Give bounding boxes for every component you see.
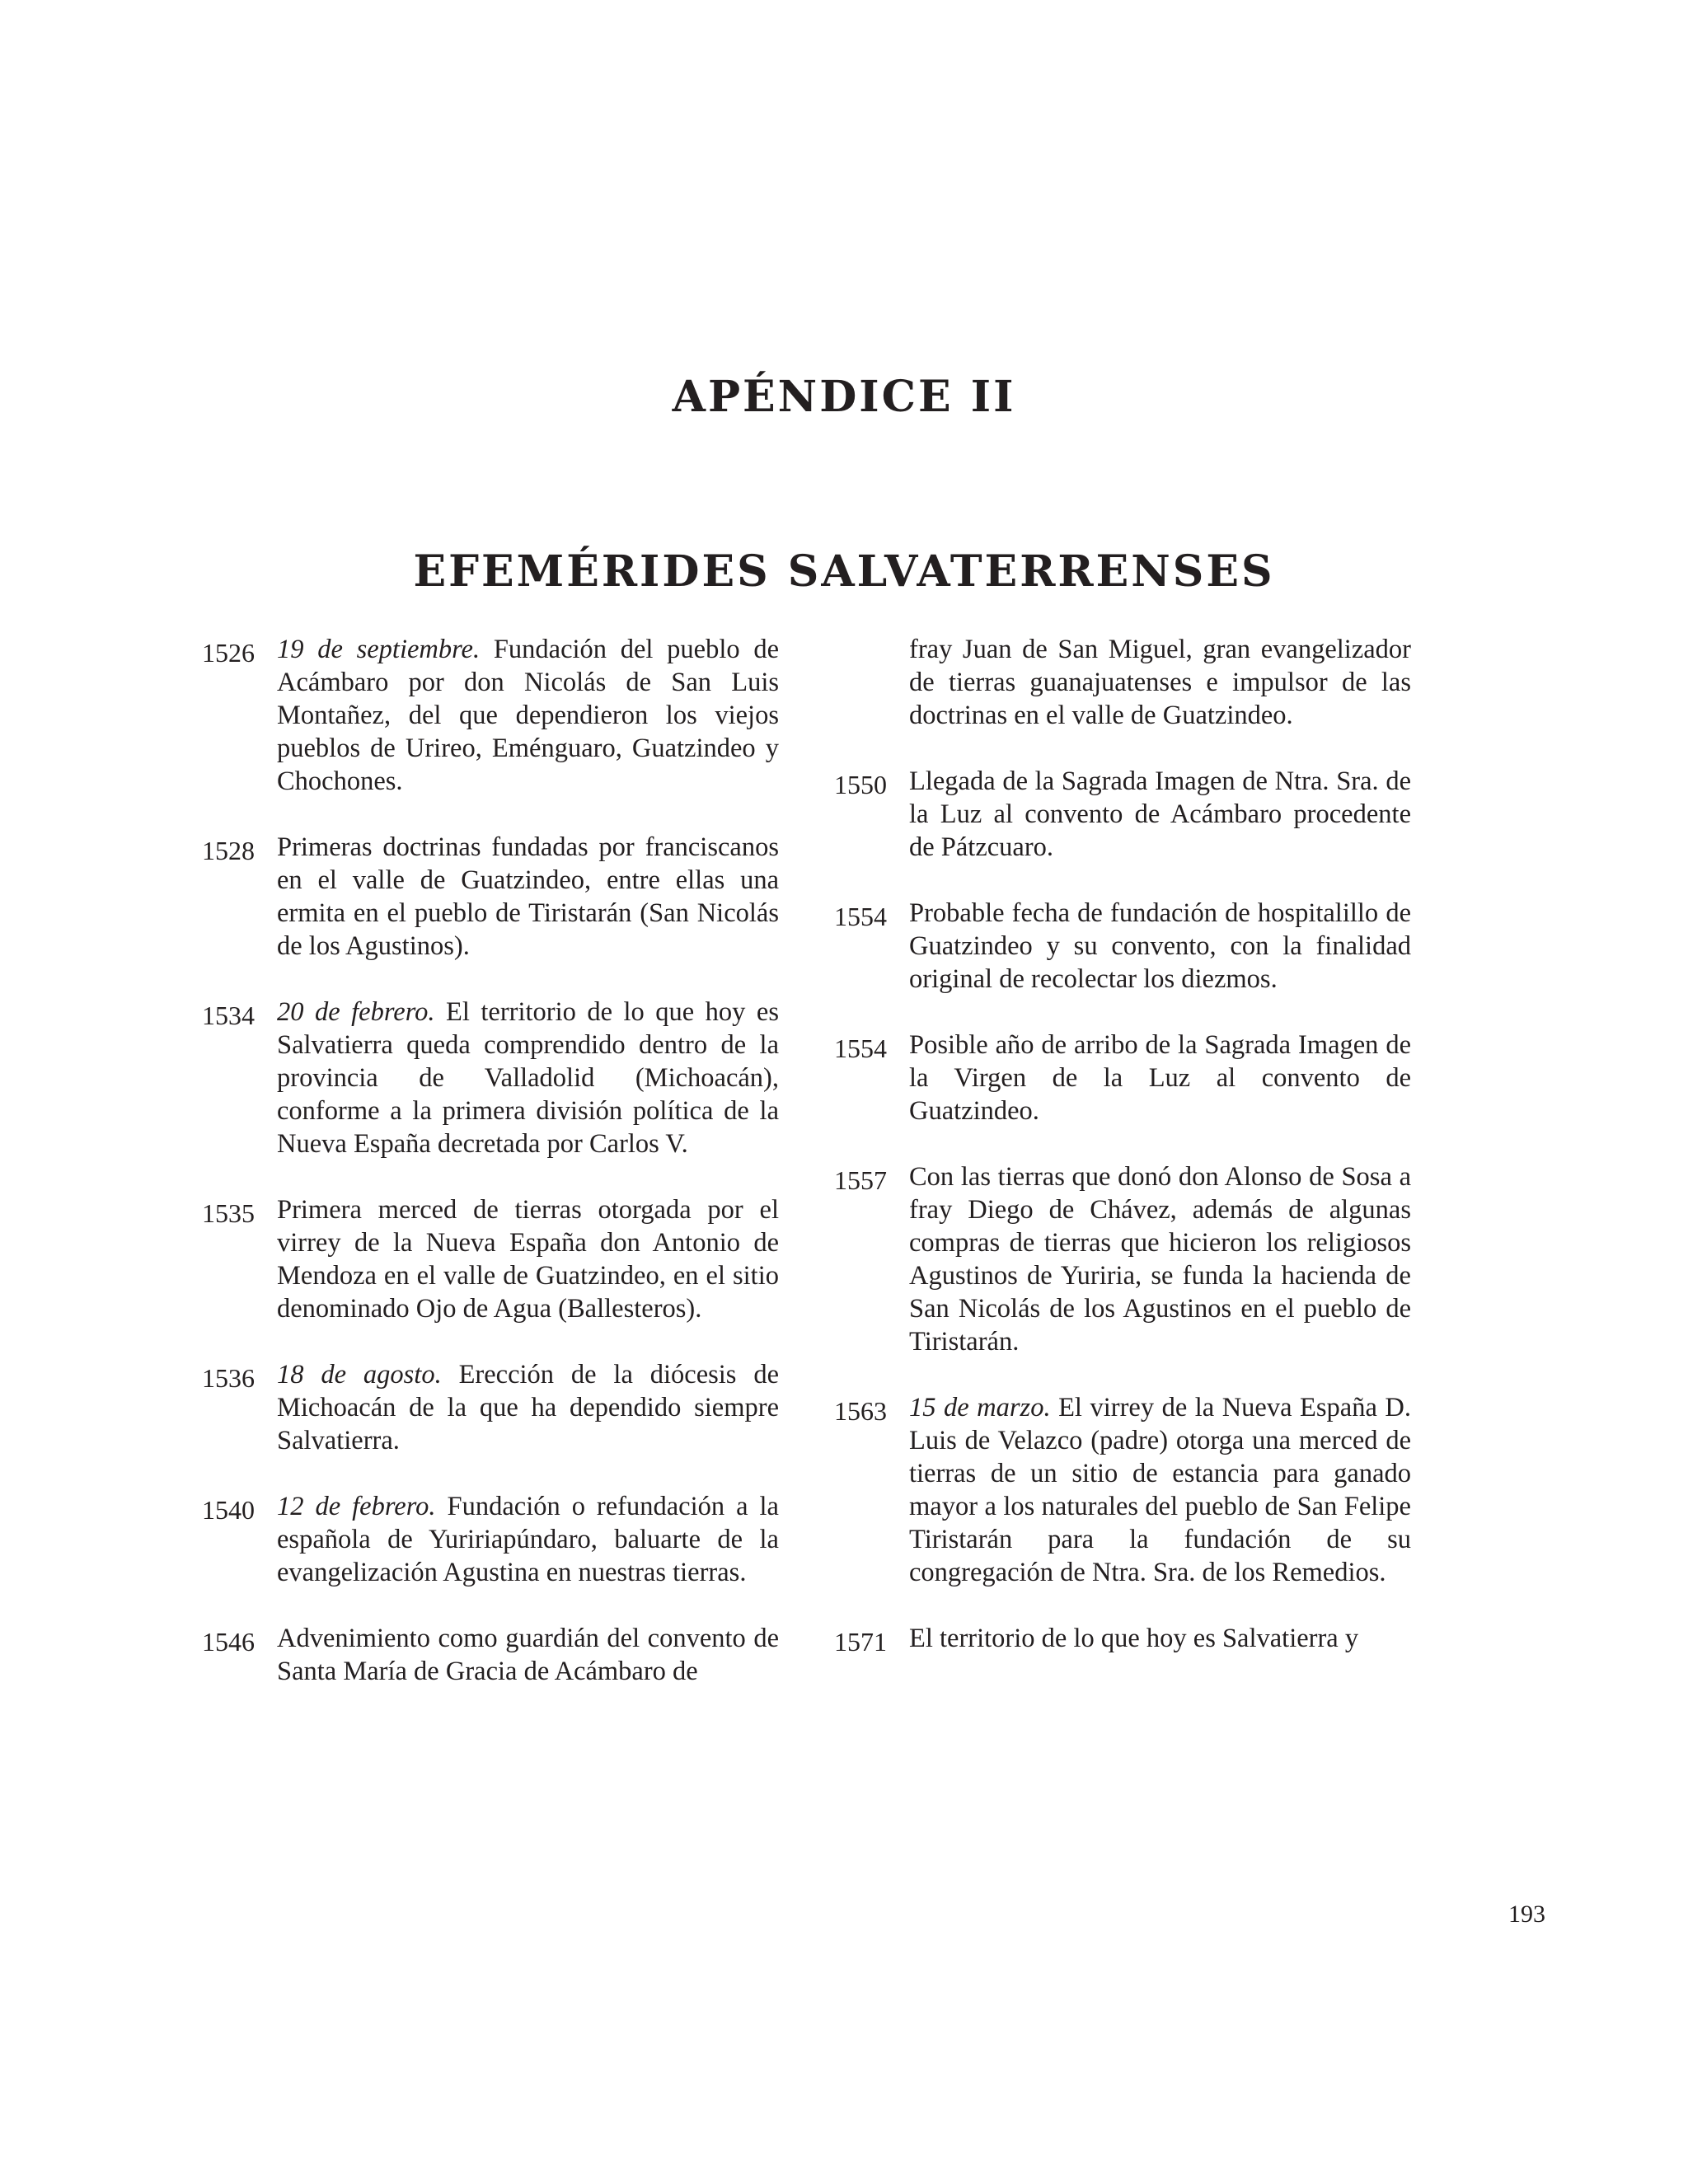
page-number: 193 <box>1508 1900 1545 1928</box>
entry-year: 1546 <box>202 1627 255 1657</box>
section-title: EFEMÉRIDES SALVATERRENSES <box>413 546 1275 597</box>
entry-year: 1550 <box>834 770 887 799</box>
entry-date: 20 de febrero. <box>277 997 435 1027</box>
entry-description: Probable fecha de fundación de hospitalillo de Guatzindeo y su convento, con la finalidad original de recolectar los diezmos. <box>909 898 1411 994</box>
entry-date: 19 de septiembre. <box>277 635 481 664</box>
entry-description: El territorio de lo que hoy es Salvatierra queda comprendido dentro de la provincia de Valladolid (Michoacán), conforme a la primera división política de la Nueva España decretada por Carlos V. <box>277 997 779 1159</box>
entry-text <box>909 633 1411 732</box>
entry-year: 1571 <box>834 1627 887 1657</box>
timeline-entry <box>202 996 779 1160</box>
entry-year: 1536 <box>202 1363 255 1393</box>
timeline-entry <box>834 1160 1411 1358</box>
entry-date: 15 de marzo. <box>909 1393 1051 1422</box>
entry-text <box>909 765 1411 864</box>
entry-text <box>277 633 779 798</box>
timeline-entry <box>202 1622 779 1688</box>
entry-date: 12 de febrero. <box>277 1492 436 1521</box>
timeline-entry <box>834 1029 1411 1127</box>
entry-description: Advenimiento como guardián del convento de Santa María de Gracia de Acámbaro de <box>277 1624 779 1686</box>
entry-description: El territorio de lo que hoy es Salvatierra y <box>909 1624 1359 1653</box>
entry-description: Primeras doctrinas fundadas por franciscanos en el valle de Guatzindeo, entre ellas una ermita en el pueblo de Tiristarán (San Nicolás de los Agustinos). <box>277 832 779 961</box>
entry-text <box>909 897 1411 996</box>
entry-text <box>909 1622 1411 1655</box>
entry-description: Fundación o refundación a la española de Yuririapúndaro, baluarte de la evangelización Agustina en nuestras tierras. <box>277 1492 779 1587</box>
left-column <box>202 633 779 1721</box>
entry-text <box>909 1160 1411 1358</box>
entry-year: 1528 <box>202 836 255 865</box>
entry-text <box>277 996 779 1160</box>
entry-description: Fundación del pueblo de Acámbaro por don Nicolás de San Luis Montañez, del que dependieron los viejos pueblos de Urireo, Eménguaro, Guatzindeo y Chochones. <box>277 635 779 796</box>
entry-description: Posible año de arribo de la Sagrada Imagen de la Virgen de la Luz al convento de Guatzindeo. <box>909 1030 1411 1126</box>
entry-year: 1563 <box>834 1396 887 1426</box>
entry-text <box>277 1490 779 1589</box>
timeline-entry <box>834 897 1411 996</box>
entry-text <box>277 1358 779 1457</box>
timeline-entry <box>202 1358 779 1457</box>
entry-year: 1554 <box>834 902 887 931</box>
entry-year: 1557 <box>834 1165 887 1195</box>
right-column <box>834 633 1411 1691</box>
entry-year: 1526 <box>202 638 255 668</box>
timeline-entry-continued <box>834 633 1411 732</box>
entry-description: fray Juan de San Miguel, gran evangelizador de tierras guanajuatenses e impulsor de las doctrinas en el valle de Guatzindeo. <box>909 635 1411 730</box>
entry-description: Primera merced de tierras otorgada por el virrey de la Nueva España don Antonio de Mendoza en el valle de Guatzindeo, en el sitio denominado Ojo de Agua (Ballesteros). <box>277 1195 779 1324</box>
entry-year: 1554 <box>834 1033 887 1063</box>
entry-description: El virrey de la Nueva España D. Luis de Velazco (padre) otorga una merced de tierras de un sitio de estancia para ganado mayor a los naturales del pueblo de San Felipe Tiristarán para la fundación de su congregación de Ntra. Sra. de los Remedios. <box>909 1393 1411 1587</box>
entry-date: 18 de agosto. <box>277 1360 442 1390</box>
timeline-entry <box>202 1193 779 1325</box>
entry-text <box>277 1622 779 1688</box>
entry-description: Erección de la diócesis de Michoacán de la que ha dependido siempre Salvatierra. <box>277 1360 779 1455</box>
timeline-entry <box>202 831 779 963</box>
entry-year: 1534 <box>202 1001 255 1030</box>
entry-text <box>277 1193 779 1325</box>
entry-text <box>909 1029 1411 1127</box>
timeline-entry <box>834 1391 1411 1589</box>
appendix-title: APÉNDICE II <box>672 372 1016 422</box>
timeline-entry <box>834 1622 1411 1658</box>
entry-text <box>909 1391 1411 1589</box>
entry-text <box>277 831 779 963</box>
entry-year: 1535 <box>202 1198 255 1228</box>
timeline-entry <box>202 1490 779 1589</box>
timeline-entry <box>202 633 779 798</box>
entry-description: Llegada de la Sagrada Imagen de Ntra. Sra. de la Luz al convento de Acámbaro procedente de Pátzcuaro. <box>909 766 1411 862</box>
timeline-entry <box>834 765 1411 864</box>
entry-description: Con las tierras que donó don Alonso de Sosa a fray Diego de Chávez, además de algunas compras de tierras que hicieron los religiosos Agustinos de Yuriria, se funda la hacienda de San Nicolás de los Agustinos en el pueblo de Tiristarán. <box>909 1162 1411 1357</box>
entry-year: 1540 <box>202 1495 255 1525</box>
